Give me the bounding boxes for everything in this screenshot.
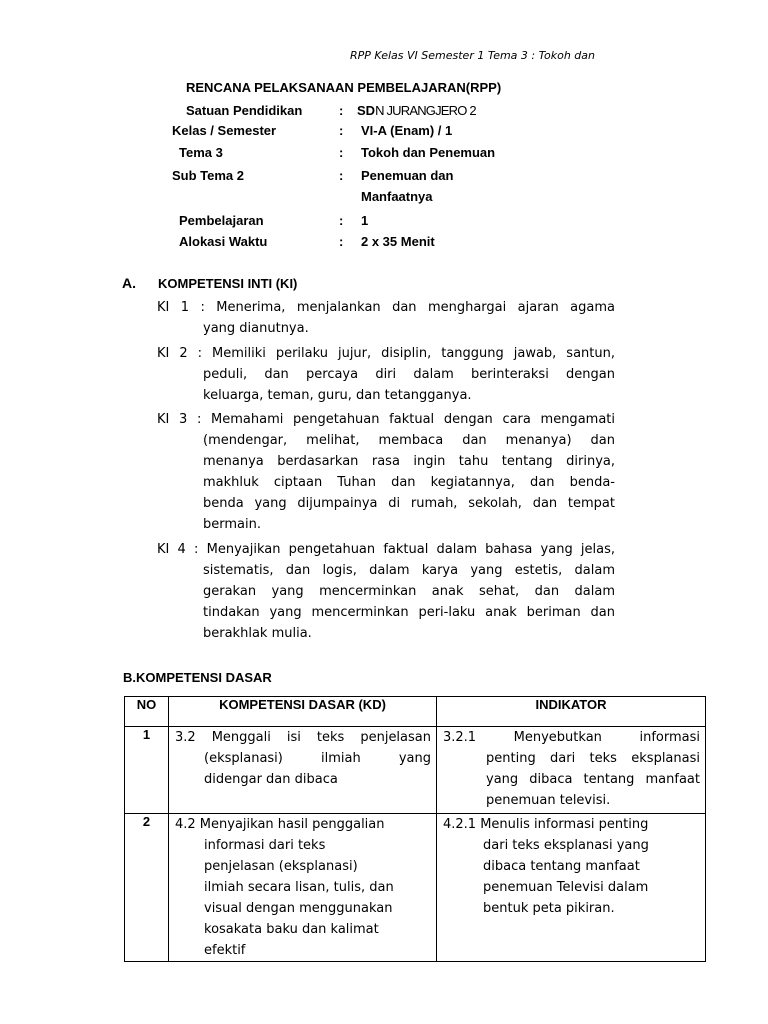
table-header-no: NO: [125, 697, 169, 727]
row-number: 1: [125, 727, 169, 814]
indikator-line: penemuan Televisi dalam: [483, 880, 649, 895]
kompetensi-dasar-table: [124, 696, 706, 962]
indikator-cell: [437, 727, 706, 814]
kd-line: informasi dari teks: [204, 838, 326, 853]
identity-colon: :: [339, 234, 344, 249]
ki-line: KI 4 : Menyajikan pengetahuan faktual dalam bahasa yang jelas,: [157, 542, 615, 557]
identity-label-subtema: Sub Tema 2: [172, 168, 245, 183]
ki-line: berakhlak mulia.: [203, 626, 312, 641]
identity-colon: :: [339, 145, 344, 160]
identity-colon: :: [339, 213, 344, 228]
ki-line: benda yang dijumpainya di rumah, sekolah, dan tempat: [203, 496, 615, 511]
table-row: [125, 727, 706, 814]
ki-line: yang dianutnya.: [203, 321, 309, 336]
indikator-line: dibaca tentang manfaat: [483, 859, 640, 874]
ki-line: peduli, dan percaya diri dalam berinteraksi dengan: [203, 367, 615, 382]
identity-colon: :: [339, 168, 344, 183]
indikator-line: penemuan televisi.: [486, 793, 611, 808]
section-a-title: KOMPETENSI INTI (KI): [158, 276, 298, 291]
ki-line: keluarga, teman, guru, dan tetangganya.: [203, 388, 472, 403]
kd-line: penjelasan (eksplanasi): [204, 859, 358, 874]
ki-line: KI 2 : Memiliki perilaku jujur, disiplin, tanggung jawab, santun,: [157, 346, 615, 361]
identity-value-tema: Tokoh dan Penemuan: [361, 145, 496, 160]
identity-label-pembelajaran: Pembelajaran: [179, 213, 264, 228]
kd-line: 3.2 Menggali isi teks penjelasan: [175, 730, 431, 745]
ki-line: tindakan yang mencerminkan peri-laku anak beriman dan: [203, 605, 615, 620]
ki-line: KI 1 : Menerima, menjalankan dan menghargai ajaran agama: [157, 300, 615, 315]
indikator-line: yang dibaca tentang manfaat: [486, 772, 700, 787]
table-header-row: [125, 697, 706, 727]
indikator-line: penting dari teks eksplanasi: [486, 751, 700, 766]
ki-line: gerakan yang mencerminkan anak sehat, dan dalam: [203, 584, 615, 599]
identity-colon: :: [339, 103, 344, 118]
kd-line: (eksplanasi) ilmiah yang: [204, 751, 431, 766]
indikator-cell: [437, 814, 706, 962]
identity-value-pembelajaran: 1: [361, 213, 369, 228]
kd-line: ilmiah secara lisan, tulis, dan: [204, 880, 394, 895]
running-header: RPP Kelas VI Semester 1 Tema 3 : Tokoh dan: [350, 49, 595, 62]
ki-item-1: [157, 297, 615, 339]
ki-line: KI 3 : Memahami pengetahuan faktual dengan cara mengamati: [157, 412, 615, 427]
kd-line: didengar dan dibaca: [204, 772, 338, 787]
ki-line: bermain.: [203, 517, 261, 532]
kd-cell: [169, 727, 437, 814]
identity-label-alokasi: Alokasi Waktu: [179, 234, 268, 249]
ki-line: menanya berdasarkan rasa ingin tahu tentang dirinya,: [203, 454, 615, 469]
kd-line: efektif: [204, 943, 246, 958]
identity-label-tema: Tema 3: [179, 145, 223, 160]
identity-label-satuan: Satuan Pendidikan: [186, 103, 303, 118]
table-row: [125, 814, 706, 962]
section-b-title: B.KOMPETENSI DASAR: [123, 670, 272, 685]
identity-label-kelas: Kelas / Semester: [172, 123, 277, 138]
section-a-letter: A.: [122, 275, 136, 291]
kd-line: visual dengan menggunakan: [204, 901, 393, 916]
kd-line: kosakata baku dan kalimat: [204, 922, 379, 937]
ki-item-3: [157, 409, 615, 535]
identity-value-subtema-line1: Penemuan dan: [361, 168, 454, 183]
kd-cell: [169, 814, 437, 962]
identity-value-kelas: VI-A (Enam) / 1: [361, 123, 453, 138]
document-title: RENCANA PELAKSANAAN PEMBELAJARAN(RPP): [186, 80, 502, 95]
table-header-kd: KOMPETENSI DASAR (KD): [169, 697, 437, 727]
table-header-indikator: INDIKATOR: [437, 697, 706, 727]
ki-item-4: [157, 539, 615, 644]
indikator-line: dari teks eksplanasi yang: [483, 838, 649, 853]
identity-colon: :: [339, 123, 344, 138]
identity-value-satuan: SDN JURANGJERO 2: [357, 103, 476, 118]
indikator-line: 3.2.1 Menyebutkan informasi: [443, 730, 700, 745]
indikator-line: 4.2.1 Menulis informasi penting: [443, 817, 649, 832]
ki-line: (mendengar, melihat, membaca dan menanya) dan: [203, 433, 615, 448]
ki-line: makhluk ciptaan Tuhan dan kegiatannya, dan benda-: [203, 475, 615, 490]
kd-line: 4.2 Menyajikan hasil penggalian: [175, 817, 385, 832]
row-number: 2: [125, 814, 169, 962]
indikator-line: bentuk peta pikiran.: [483, 901, 615, 916]
identity-value-alokasi: 2 x 35 Menit: [361, 234, 435, 249]
ki-item-2: [157, 343, 615, 406]
ki-line: sistematis, dan logis, dalam karya yang estetis, dalam: [203, 563, 615, 578]
identity-value-subtema-line2: Manfaatnya: [361, 189, 433, 204]
